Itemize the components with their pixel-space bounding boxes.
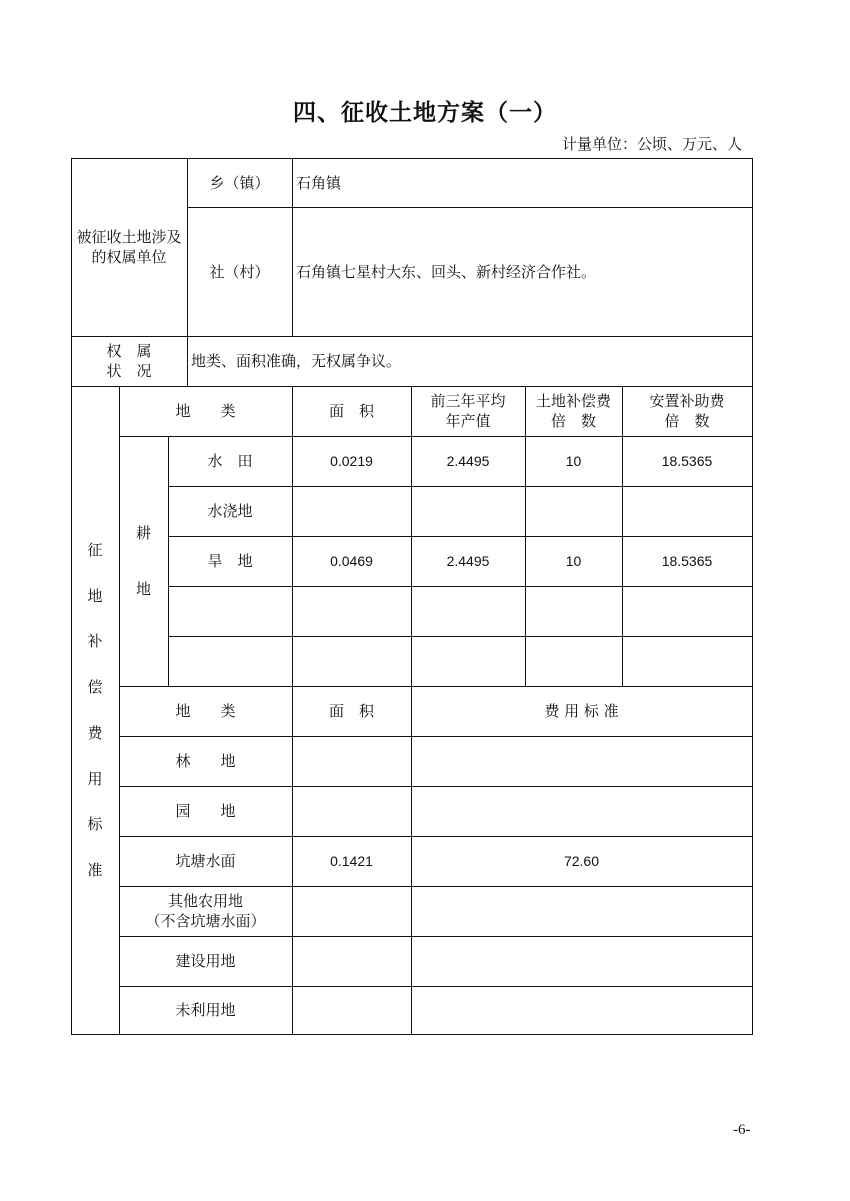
other-land-area [292,736,411,786]
other-land-type-line1: 其他农用地 [167,892,243,910]
other-land-area: 0.1421 [330,853,373,869]
other-land-fee [411,886,752,936]
other-land-area [292,886,411,936]
farmland-avg-output [411,586,525,636]
farmland-type [168,636,292,686]
farmland-char: 耕 [135,524,151,542]
village-label: 社（村） [209,262,270,281]
ownership-unit-label [71,158,187,336]
village-value: 石角镇七星村大东、回头、新村经济合作社。 [296,262,597,281]
farmland-land-comp: 10 [565,553,582,569]
farmland-char: 地 [135,580,151,598]
unit-note: 计量单位：公顷、万元、人 [561,135,742,153]
other-land-fee [411,736,752,786]
farmland-type: 水 田 [207,452,253,470]
farmland-land-comp [525,636,622,686]
township-label: 乡（镇） [209,173,270,192]
header-resettle-line2: 倍 数 [664,412,710,430]
farmland-area: 0.0469 [330,553,373,569]
farmland-type [168,586,292,636]
farmland-area [292,486,411,536]
header-resettle-multiple [622,386,752,436]
other-land-fee: 72.60 [563,853,600,869]
other-land-type-line2: （不含坑塘水面） [145,912,266,930]
other-land-type: 林 地 [175,752,236,770]
other-land-area [292,936,411,986]
header-land-type: 地 类 [175,402,236,420]
ownership-status-label [71,336,187,386]
section-char: 标 [87,815,103,834]
farmland-area [292,586,411,636]
section-char: 地 [87,586,103,605]
header-avg-output-line2: 年产值 [445,412,491,430]
other-header-land-type: 地 类 [175,702,236,720]
header-land-comp-multiple [525,386,622,436]
farmland-resettle: 18.5365 [661,453,713,469]
other-land-type: 建设用地 [175,952,236,970]
other-header-fee-standard: 费 用 标 准 [544,702,619,720]
other-land-type: 坑塘水面 [175,852,236,870]
farmland-type: 旱 地 [207,552,253,570]
page-number: -6- [733,1122,751,1138]
section-char: 用 [87,769,103,788]
other-land-fee [411,986,752,1034]
header-resettle-line1: 安置补助费 [649,392,725,410]
farmland-area: 0.0219 [330,453,373,469]
other-land-type: 园 地 [175,802,236,820]
other-land-area [292,986,411,1034]
other-land-type: 未利用地 [175,1001,236,1019]
other-land-type [119,886,292,936]
farmland-label [119,436,168,686]
farmland-resettle [622,586,752,636]
farmland-resettle [622,486,752,536]
ownership-unit-label-text: 被征收土地涉及的权属单位 [76,228,182,266]
ownership-status-label-line2: 状 况 [106,362,152,380]
ownership-status-value: 地类、面积准确，无权属争议。 [191,352,402,370]
other-land-area [292,786,411,836]
farmland-avg-output: 2.4495 [446,453,490,469]
section-char: 偿 [87,678,103,697]
other-land-fee [411,936,752,986]
farmland-avg-output [411,636,525,686]
page-title: 四、征收土地方案（一） [293,100,557,126]
compensation-section-label [71,540,119,880]
header-avg-output-line1: 前三年平均 [430,392,506,410]
header-area: 面 积 [328,402,374,420]
farmland-resettle [622,636,752,686]
ownership-status-label-line1: 权 属 [106,342,152,360]
section-char: 征 [87,541,103,559]
farmland-land-comp: 10 [565,453,582,469]
section-char: 费 [87,723,103,742]
other-header-area: 面 积 [328,702,374,720]
other-land-fee [411,786,752,836]
farmland-type: 水浇地 [207,502,253,520]
farmland-avg-output [411,486,525,536]
header-land-comp-line2: 倍 数 [550,412,596,430]
township-value: 石角镇 [296,173,342,192]
farmland-avg-output: 2.4495 [446,553,490,569]
farmland-resettle: 18.5365 [661,553,713,569]
farmland-land-comp [525,586,622,636]
section-char: 准 [87,860,103,879]
farmland-area [292,636,411,686]
section-char: 补 [87,632,103,651]
header-land-comp-line1: 土地补偿费 [535,392,611,410]
header-avg-output [411,386,525,436]
farmland-land-comp [525,486,622,536]
